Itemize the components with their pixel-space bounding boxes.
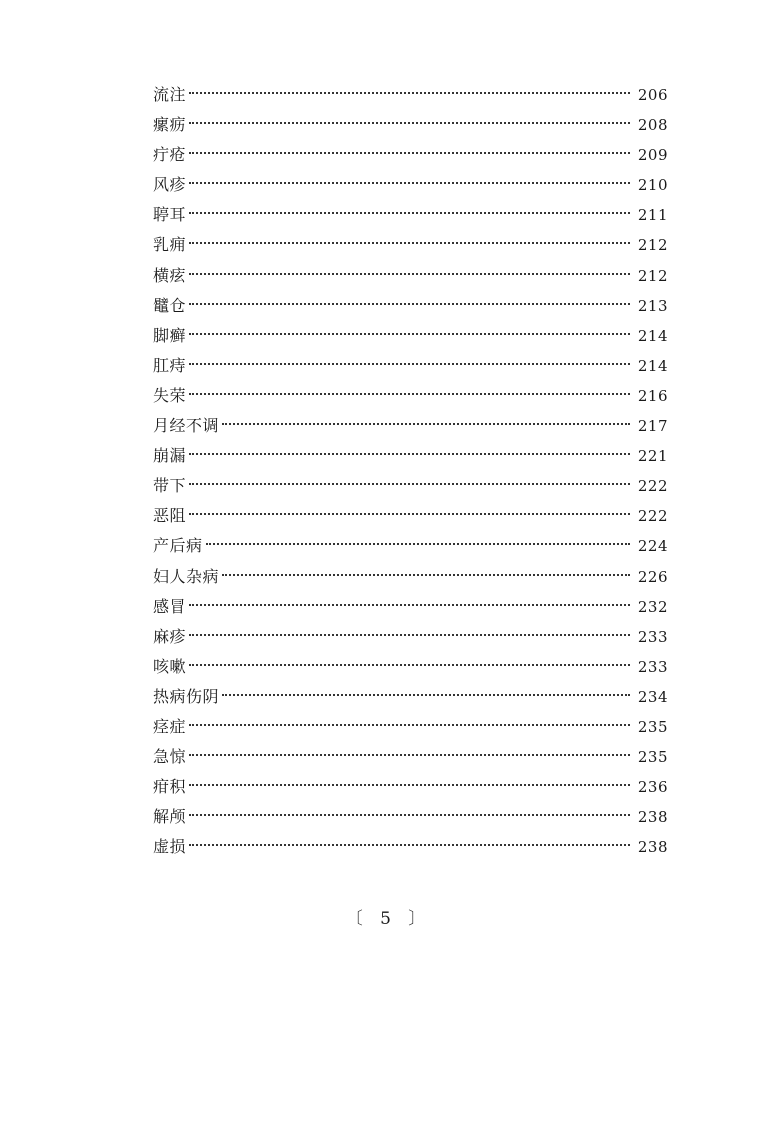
- dot-leader: [189, 242, 630, 244]
- toc-entry-page: 235: [637, 717, 668, 736]
- toc-entry-page: 233: [637, 627, 668, 646]
- toc-entry-page: 238: [637, 808, 668, 827]
- dot-leader: [189, 212, 630, 214]
- dot-leader: [189, 273, 630, 275]
- dot-leader: [189, 152, 630, 154]
- dot-leader: [189, 333, 630, 335]
- toc-entry-page: 214: [637, 326, 668, 345]
- toc-entry-page: 208: [637, 116, 668, 135]
- toc-entry: [153, 501, 668, 531]
- toc-entry: [153, 80, 668, 110]
- toc-entry-page: 221: [637, 447, 668, 466]
- toc-entry-page: 238: [637, 838, 668, 857]
- dot-leader: [189, 453, 630, 455]
- dot-leader: [189, 724, 630, 726]
- toc-entry: [153, 170, 668, 200]
- toc-entry: [153, 622, 668, 652]
- dot-leader: [189, 122, 630, 124]
- dot-leader: [189, 303, 630, 305]
- toc-entry: [153, 772, 668, 802]
- toc-entry-page: 213: [637, 296, 668, 315]
- toc-entry-title: 崩漏: [153, 446, 187, 466]
- toc-entry-title: 带下: [153, 476, 187, 496]
- toc-entry-page: 222: [637, 477, 668, 496]
- toc-entry-page: 234: [637, 687, 668, 706]
- dot-leader: [189, 393, 630, 395]
- toc-entry: [153, 261, 668, 291]
- toc-entry-page: 232: [637, 597, 668, 616]
- toc-entry: [153, 832, 668, 862]
- toc-entry: [153, 471, 668, 501]
- dot-leader: [222, 574, 630, 576]
- dot-leader: [189, 814, 630, 816]
- toc-entry-page: 226: [637, 567, 668, 586]
- toc-entry-title: 乳痈: [153, 235, 187, 255]
- dot-leader: [189, 634, 630, 636]
- toc-entry-page: 206: [637, 86, 668, 104]
- toc-entry-page: 222: [637, 507, 668, 526]
- page-number: 〔 5 〕: [345, 909, 432, 929]
- toc-entry-page: 212: [637, 266, 668, 285]
- toc-entry: [153, 321, 668, 351]
- toc-entry-title: 产后病: [153, 536, 203, 556]
- toc-entry-title: 咳嗽: [153, 656, 187, 676]
- toc-entry: [153, 802, 668, 832]
- toc-entry-title: 解颅: [153, 807, 187, 827]
- toc-entry: [153, 140, 668, 170]
- toc-entry-page: 211: [637, 206, 668, 225]
- table-of-contents: [153, 80, 668, 862]
- toc-entry: [153, 652, 668, 682]
- toc-entry: [153, 682, 668, 712]
- toc-entry-title: 热病伤阴: [153, 686, 220, 706]
- toc-entry-title: 流注: [153, 85, 187, 104]
- dot-leader: [189, 92, 630, 94]
- toc-entry: [153, 351, 668, 381]
- toc-entry-title: 妇人杂病: [153, 566, 220, 586]
- dot-leader: [189, 513, 630, 515]
- toc-entry-title: 麻疹: [153, 626, 187, 646]
- toc-entry: [153, 381, 668, 411]
- toc-entry: [153, 562, 668, 592]
- toc-entry-title: 鼊仓: [153, 295, 187, 315]
- toc-entry-title: 痉症: [153, 716, 187, 736]
- toc-entry-title: 月经不调: [153, 416, 220, 436]
- toc-entry-title: 虚损: [153, 837, 187, 857]
- toc-entry-page: 210: [637, 176, 668, 195]
- toc-entry: [153, 110, 668, 140]
- toc-entry-title: 瘰疬: [153, 115, 187, 135]
- toc-entry-title: 脚癣: [153, 325, 187, 345]
- toc-entry: [153, 291, 668, 321]
- toc-entry-page: 224: [637, 537, 668, 556]
- toc-entry-title: 疔疮: [153, 145, 187, 165]
- toc-entry: [153, 742, 668, 772]
- toc-entry-title: 风疹: [153, 175, 187, 195]
- toc-entry: [153, 712, 668, 742]
- dot-leader: [189, 754, 630, 756]
- dot-leader: [189, 483, 630, 485]
- toc-entry-page: 209: [637, 146, 668, 165]
- dot-leader: [222, 423, 630, 425]
- dot-leader: [189, 363, 630, 365]
- dot-leader: [189, 664, 630, 666]
- toc-entry-title: 感冒: [153, 596, 187, 616]
- toc-entry-title: 聤耳: [153, 205, 187, 225]
- toc-entry: [153, 411, 668, 441]
- dot-leader: [189, 844, 630, 846]
- toc-entry: [153, 441, 668, 471]
- toc-entry-title: 疳积: [153, 777, 187, 797]
- toc-entry-title: 恶阻: [153, 506, 187, 526]
- toc-entry: [153, 230, 668, 260]
- dot-leader: [222, 694, 630, 696]
- toc-entry-page: 212: [637, 236, 668, 255]
- toc-entry-page: 216: [637, 386, 668, 405]
- toc-entry-title: 肛痔: [153, 355, 187, 375]
- toc-entry-title: 急惊: [153, 747, 187, 767]
- dot-leader: [189, 182, 630, 184]
- toc-entry: [153, 200, 668, 230]
- toc-entry-page: 233: [637, 657, 668, 676]
- dot-leader: [206, 543, 630, 545]
- toc-entry-page: 235: [637, 748, 668, 767]
- toc-entry-page: 214: [637, 356, 668, 375]
- toc-entry: [153, 531, 668, 561]
- toc-entry-page: 236: [637, 778, 668, 797]
- dot-leader: [189, 604, 630, 606]
- toc-entry-title: 失荣: [153, 385, 187, 405]
- toc-entry: [153, 592, 668, 622]
- dot-leader: [189, 784, 630, 786]
- toc-entry-title: 横痃: [153, 265, 187, 285]
- toc-entry-page: 217: [637, 417, 668, 436]
